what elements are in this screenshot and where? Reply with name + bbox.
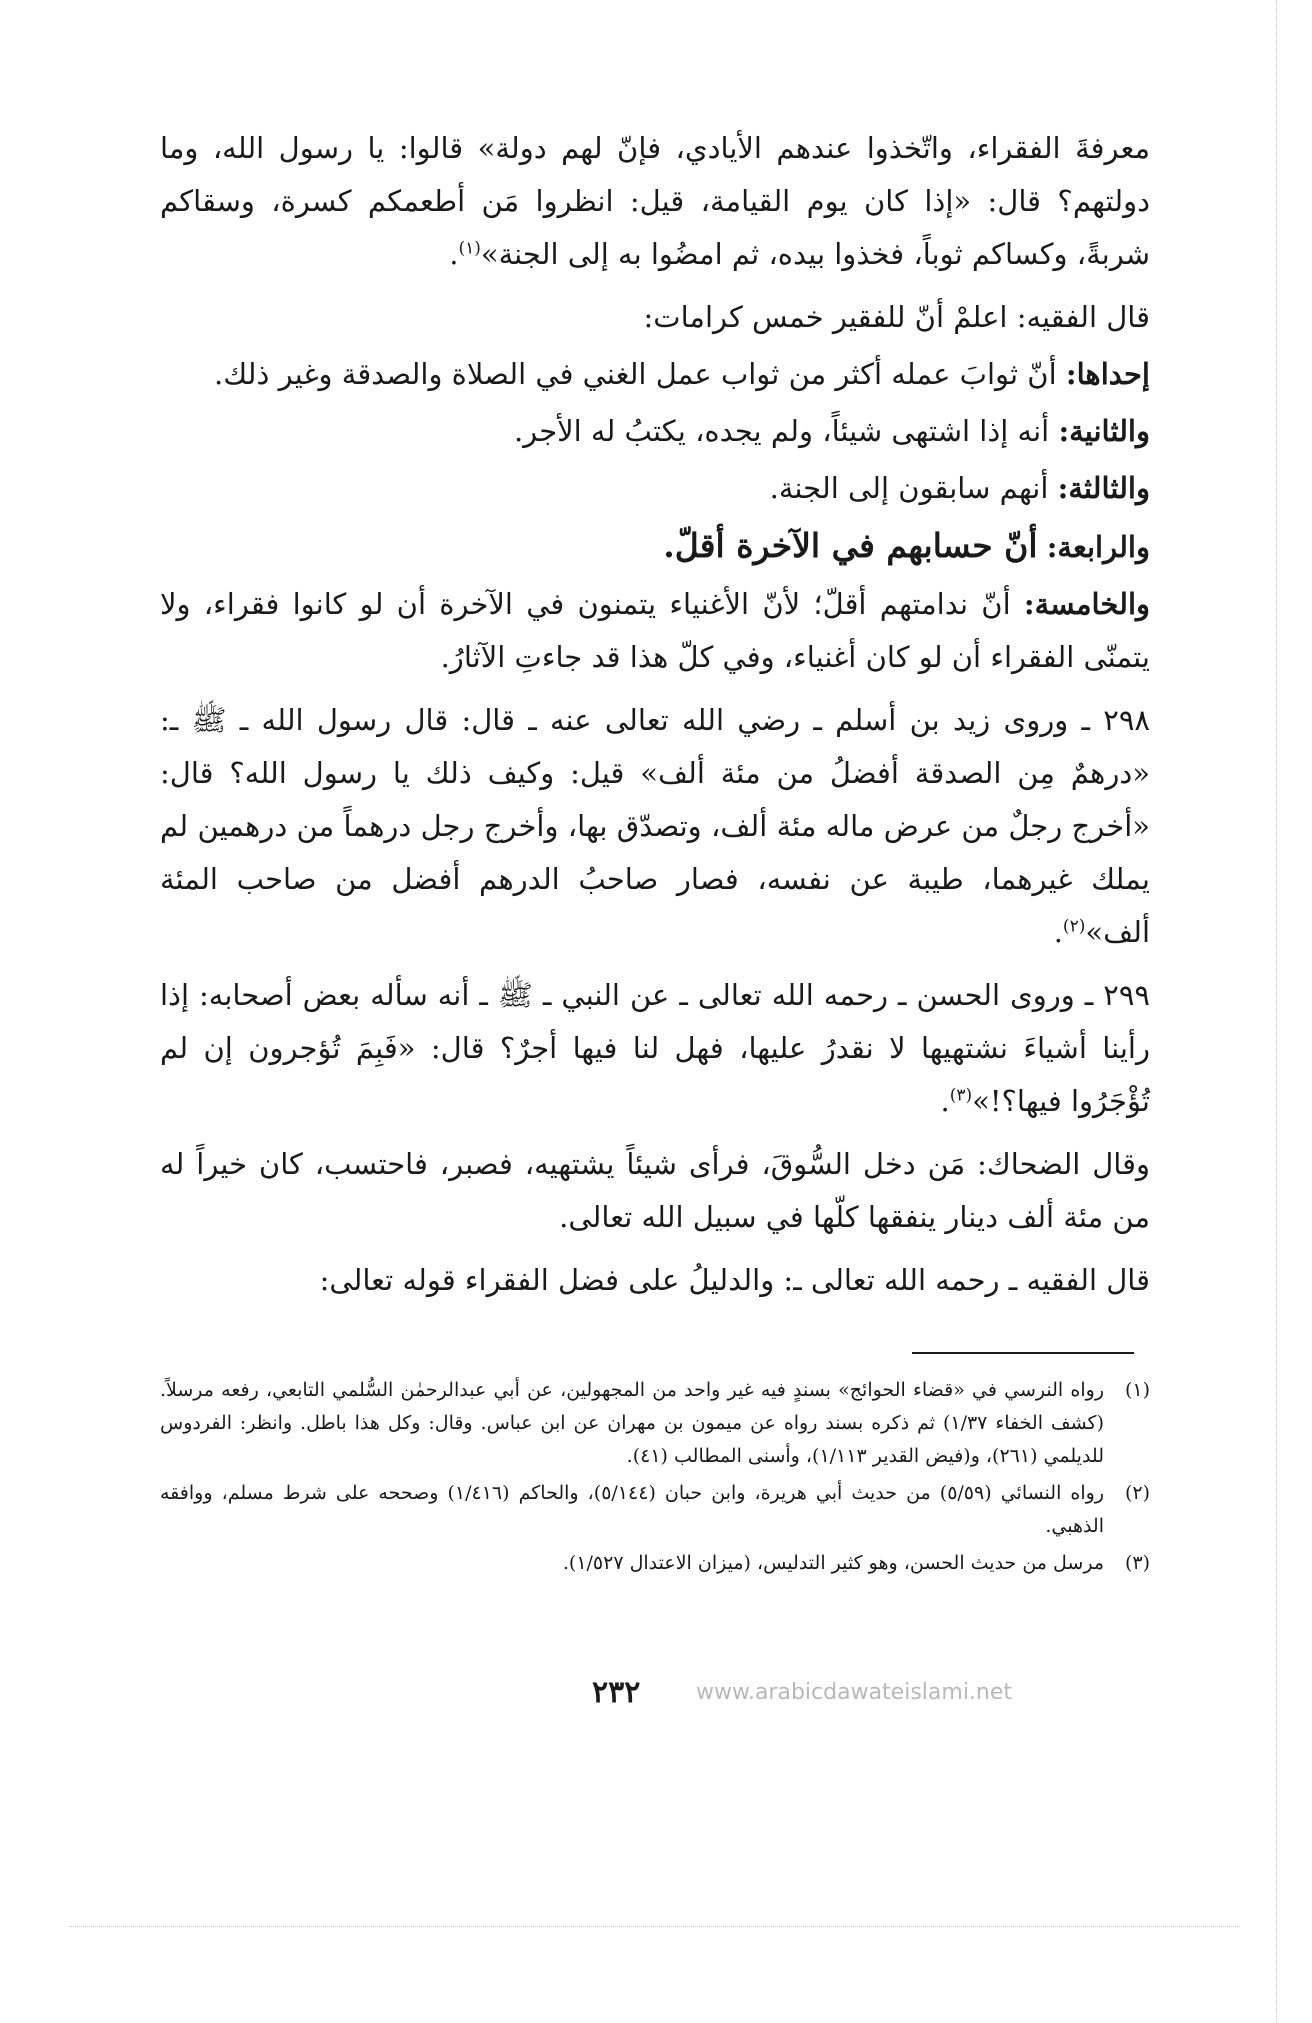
- paragraph-karama-4: [160, 519, 1150, 574]
- footnote-text: رواه النرسي في «قضاء الحوائج» بسندٍ فيه غير واحد من المجهولين، عن أبي عبدالرحمٰن السُّلمي التابعي، رفعه مرسلاً. (كشف الخفاء ١/٣٧) ثم ذكره بسند رواه عن ميمون بن مهران عن ابن عباس. وقال: وكل هذا باطل. وانظر: الفردوس للديلمي (٢٦١)، و(فيض القدير ١/١١٣)، وأسنى المطالب (٤١).: [160, 1379, 1104, 1467]
- paragraph: [160, 291, 1150, 344]
- paragraph-karama-5: [160, 578, 1150, 684]
- footnote-text: مرسل من حديث الحسن، وهو كثير التدليس، (ميزان الاعتدال ١/٥٢٧).: [562, 1552, 1104, 1574]
- main-text: [160, 122, 1150, 1317]
- paragraph-karama-3: [160, 462, 1150, 515]
- page-footer: [560, 1672, 1120, 1712]
- paragraph-text: ٢٩٨ ـ وروى زيد بن أسلم ـ رضي الله تعالى عنه ـ قال: قال رسول الله ـ ﷺ ـ: «درهمٌ مِن الصدقة أفضلُ من مئة ألف» قيل: وكيف ذلك يا رسول الله؟ قال: «أخرج رجلٌ من عرض ماله مئة ألف، وتصدّق بها، وأخرج رجل درهماً من درهمين لم يملك غيرهما، طيبة عن نفسه، فصار صاحبُ الدرهم أفضل من صاحب المئة ألف»: [160, 703, 1150, 949]
- footnote-text: رواه النسائي (٥/٥٩) من حديث أبي هريرة، وابن حبان (٥/١٤٤)، والحاكم (١/٤١٦) وصححه على شرط مسلم، ووافقه الذهبي.: [160, 1482, 1104, 1537]
- paragraph-lead: والثانية:: [1058, 414, 1150, 448]
- paragraph-karama-2: [160, 405, 1150, 458]
- paragraph-text: أنّ ثوابَ عمله أكثر من ثواب عمل الغني في الصلاة والصدقة وغير ذلك.: [214, 357, 1057, 391]
- footnote-ref: (٢): [1062, 916, 1086, 937]
- paragraph-text: معرفةَ الفقراء، واتّخذوا عندهم الأيادي، فإنّ لهم دولة» قالوا: يا رسول الله، وما دولتهم؟ قال: «إذا كان يوم القيامة، قيل: انظروا مَن أطعمكم كسرة، وسقاكم شربةً، وكساكم ثوباً، فخذوا بيده، ثم امضُوا به إلى الجنة»: [160, 131, 1150, 271]
- hadith-298: [160, 694, 1150, 959]
- paragraph-lead: إحداها:: [1065, 357, 1150, 391]
- footnote-3: [160, 1547, 1150, 1580]
- paragraph-text: قال الفقيه: اعلمْ أنّ للفقير خمس كرامات:: [643, 300, 1150, 334]
- footnote-2: [160, 1477, 1150, 1543]
- paragraph: [160, 122, 1150, 281]
- footnotes: [160, 1374, 1150, 1584]
- paragraph-text: قال الفقيه ـ رحمه الله تعالى ـ: والدليلُ على فضل الفقراء قوله تعالى:: [319, 1263, 1150, 1297]
- scan-bottom-dots: [70, 1926, 1240, 1928]
- paragraph-text: أنّ حسابهم في الآخرة أقلّ.: [663, 526, 1038, 565]
- paragraph-text: أنه إذا اشتهى شيئاً، ولم يجده، يكتبُ له الأجر.: [513, 414, 1050, 448]
- scan-edge-line: [1276, 0, 1278, 2023]
- footnote-ref: (١): [458, 238, 481, 259]
- paragraph-tail: .: [449, 237, 459, 271]
- paragraph-lead: والخامسة:: [1023, 587, 1151, 621]
- paragraph: [160, 1254, 1150, 1307]
- footnote-number: (٢): [1124, 1482, 1150, 1504]
- page-number: ٢٣٢: [592, 1674, 641, 1710]
- footnote-ref: (٣): [949, 1085, 973, 1106]
- paragraph-karama-1: [160, 348, 1150, 401]
- paragraph-lead: والثالثة:: [1057, 471, 1150, 505]
- footnote-1: [160, 1374, 1150, 1473]
- paragraph: [160, 1138, 1150, 1244]
- paragraph-tail: .: [940, 1084, 950, 1118]
- paragraph-text: وقال الضحاك: مَن دخل السُّوقَ، فرأى شيئاً يشتهيه، فصبر، فاحتسب، كان خيراً له من مئة ألف دينار ينفقها كلّها في سبيل الله تعالى.: [160, 1147, 1150, 1234]
- paragraph-lead: والرابعة:: [1046, 530, 1150, 564]
- footnote-number: (٣): [1124, 1552, 1150, 1574]
- paragraph-text: ٢٩٩ ـ وروى الحسن ـ رحمه الله تعالى ـ عن النبي ـ ﷺ ـ أنه سأله بعض أصحابه: إذا رأينا أشياءَ نشتهيها لا نقدرُ عليها، فهل لنا فيها أجرٌ؟ قال: «فَبِمَ تُؤجرون إن لم تُؤْجَرُوا فيها؟!»: [160, 978, 1150, 1118]
- footnote-separator: [912, 1352, 1134, 1354]
- watermark-url: www.arabicdawateislami.net: [696, 1679, 1013, 1705]
- hadith-299: [160, 969, 1150, 1128]
- paragraph-text: أنهم سابقون إلى الجنة.: [769, 471, 1049, 505]
- paragraph-text: أنّ ندامتهم أقلّ؛ لأنّ الأغنياء يتمنون في الآخرة أن لو كانوا فقراء، ولا يتمنّى الفقراء أن لو كان أغنياء، وفي كلّ هذا قد جاءتِ الآثارُ.: [160, 587, 1150, 674]
- paragraph-tail: .: [1053, 915, 1063, 949]
- footnote-number: (١): [1124, 1379, 1150, 1401]
